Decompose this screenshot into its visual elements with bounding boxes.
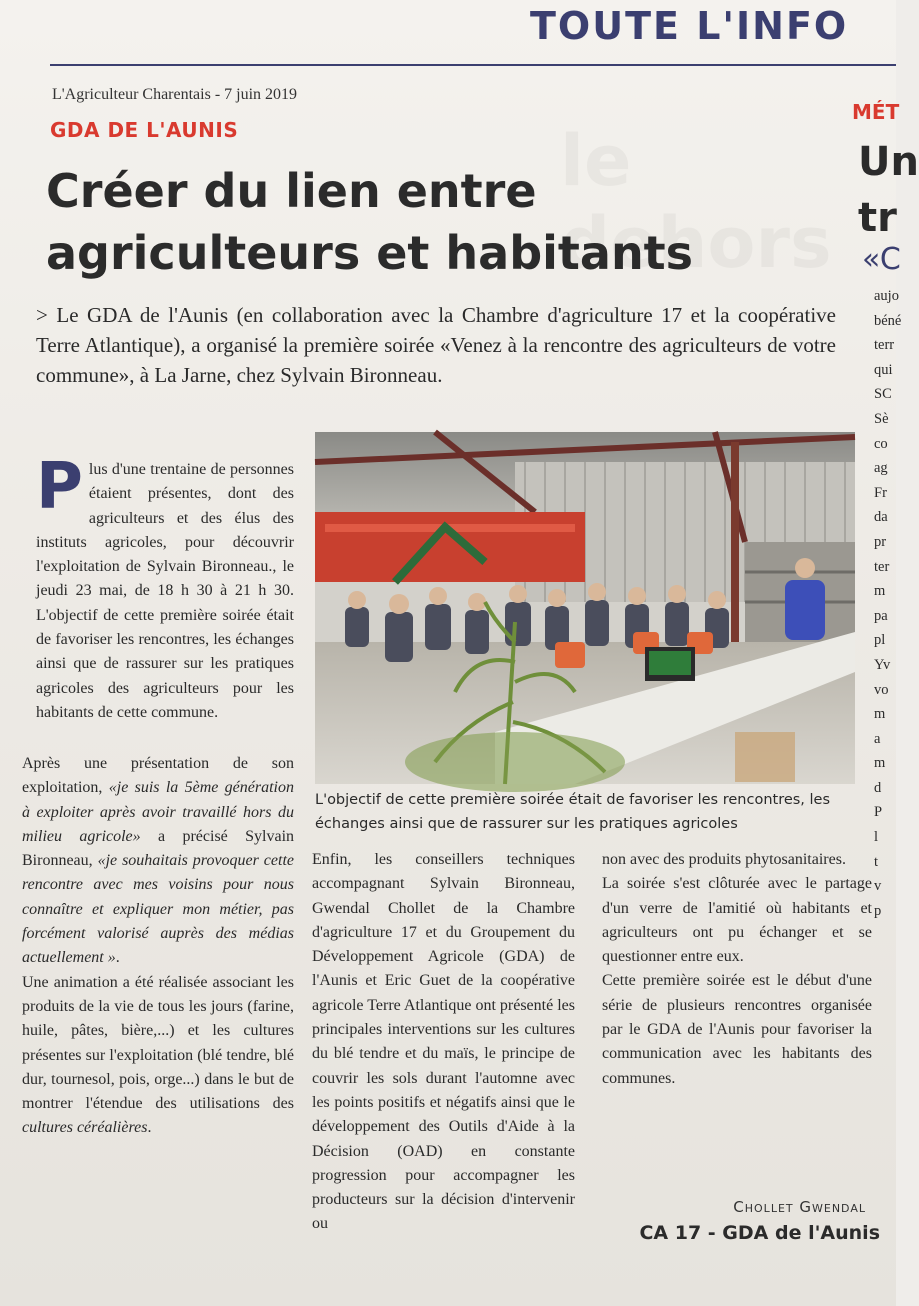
paragraph-1-text: lus d'une trentaine de personnes étaient présentes, dont des agriculteurs et des élus des instituts agricoles, pour découvrir l'exploitation de Sylvain Bironneau., le jeudi 23 mai, de 18 h 30 à 21 h 30. L'objectif de cette première soirée était de favoriser les rencontres, les échanges ainsi que de rassurer sur les pratiques agricoles des agriculteurs pour les habitants de cette commune.	[36, 461, 294, 721]
side-text-fragment: m	[874, 755, 886, 772]
side-text-fragment: pr	[874, 533, 887, 550]
side-text-fragment: Fr	[874, 484, 887, 501]
side-text-fragment: ter	[874, 558, 890, 575]
side-text-fragment: a	[874, 730, 881, 747]
side-text-fragment: co	[874, 435, 888, 452]
side-text-fragment: ag	[874, 460, 888, 477]
presenter	[785, 580, 825, 640]
paragraph-2-text-c: .	[115, 949, 120, 967]
section-header: TOUTE L'INFO	[530, 4, 849, 48]
side-article-headline	[858, 134, 919, 246]
side-text-fragment: v	[874, 878, 882, 895]
side-text-fragment: terr	[874, 337, 895, 354]
side-text-fragment: P	[874, 804, 883, 821]
side-text-fragment: béné	[874, 312, 902, 329]
paragraph-2-text-b: a précisé Sylvain Bironneau,	[22, 827, 295, 870]
article-kicker: GDA DE L'AUNIS	[50, 118, 239, 142]
article-headline: Créer du lien entre agriculteurs et habitants	[46, 164, 694, 280]
author-organization: CA 17 - GDA de l'Aunis	[639, 1222, 880, 1244]
side-text-fragment: qui	[874, 361, 893, 378]
side-text-fragment: m	[874, 583, 886, 600]
publication-line: L'Agriculteur Charentais - 7 juin 2019	[52, 86, 298, 103]
paragraph-2-text-a: Après une présentation de son exploitation,	[22, 755, 294, 797]
side-text-fragment: d	[874, 779, 882, 796]
chair	[735, 732, 795, 782]
side-text-fragment: da	[874, 509, 888, 526]
article-lede: > Le GDA de l'Aunis (en collaboration avec la Chambre d'agriculture 17 et la coopérative Terre Atlantique), a organisé la première soirée «Venez à la rencontre des agriculteurs de votre commune», à La Jarne, chez Sylvain Bironneau.	[36, 303, 836, 387]
side-headline-line-2: tr	[858, 195, 897, 241]
barn-meeting-photo	[315, 432, 855, 784]
paragraph-4: Enfin, les conseillers techniques accompagnant Sylvain Bironneau, Gwendal Chollet de la Chambre d'agriculture 17 et du Groupement du Développement Agricole (GDA) de l'Aunis et Eric Guet de la coopérative agricole Terre Atlantique ont présenté les principales interventions sur les cultures du blé tendre et du maïs, le principe de couvrir les sols durant l'automne avec les points positifs et négatifs ainsi que le développement des Outils d'Aide à la Décision (OAD) en constante progression pour accompagner les producteurs sur la décision d'intervenir ou	[312, 851, 575, 1233]
paragraph-2	[22, 752, 294, 971]
paragraph-6: La soirée s'est clôturée avec le partage d'un verre de l'amitié où habitants et agriculteurs ont pu échanger et se questionner entre eux.	[602, 875, 872, 966]
side-text-fragment: Yv	[874, 656, 891, 673]
side-text-fragment: aujo	[874, 288, 899, 304]
side-article-kicker: MÉT	[852, 100, 900, 124]
paragraph-5: non avec des produits phytosanitaires.	[602, 851, 846, 868]
side-text-fragment: p	[874, 902, 882, 919]
side-article-quote: «C	[862, 242, 901, 277]
side-text-fragment: SC	[874, 386, 892, 403]
side-text-fragment: vo	[874, 681, 889, 698]
side-text-fragment: l	[874, 829, 879, 846]
side-text-fragment: pl	[874, 632, 886, 649]
article-column-1	[36, 450, 294, 725]
side-article-text	[874, 284, 902, 923]
article-column-2	[312, 848, 575, 1237]
side-text-fragment: t	[874, 853, 879, 870]
article-column-1-continued	[22, 752, 294, 1141]
paragraph-1	[36, 450, 294, 725]
author-signature: Chollet Gwendal	[733, 1198, 866, 1216]
quote-meeting: «je souhaitais provoquer cette rencontre avec mes voisins pour nous connaître et expliquer mon métier, pas forcément valorisé auprès des médias actuellement »	[22, 852, 294, 967]
drop-cap: P	[36, 450, 83, 524]
paragraph-3-italic: cultures céréalières	[22, 1119, 148, 1137]
red-farm-machine	[315, 512, 585, 582]
paragraph-3-text-b: .	[147, 1119, 152, 1137]
article-photo	[315, 432, 855, 784]
paragraph-7: Cette première soirée est le début d'une série de plusieurs rencontres organisée par le GDA de l'Aunis pour favoriser la communication avec les habitants des communes.	[602, 972, 872, 1087]
article-column-3	[602, 848, 872, 1091]
side-text-fragment: pa	[874, 607, 888, 624]
side-text-fragment: m	[874, 706, 886, 723]
side-text-fragment: Sè	[874, 410, 889, 427]
paragraph-3	[22, 971, 294, 1141]
header-rule	[50, 64, 896, 66]
side-headline-line-1: Un	[858, 139, 919, 185]
photo-caption: L'objectif de cette première soirée était de favoriser les rencontres, les échanges ainsi que de rassurer sur les pratiques agricoles	[315, 792, 831, 832]
paragraph-3-text-a: Une animation a été réalisée associant les produits de la vie de tous les jours (farine, huile, pâtes, bière,...) et les cultures présentes sur l'exploitation (blé tendre, blé dur, tournesol, pois, orge...) dans le but de montrer l'étendue des utilisations des	[22, 973, 294, 1113]
quote-generation: «je suis la 5ème génération à exploiter après avoir travaillé hors du milieu agricole»	[22, 779, 294, 845]
